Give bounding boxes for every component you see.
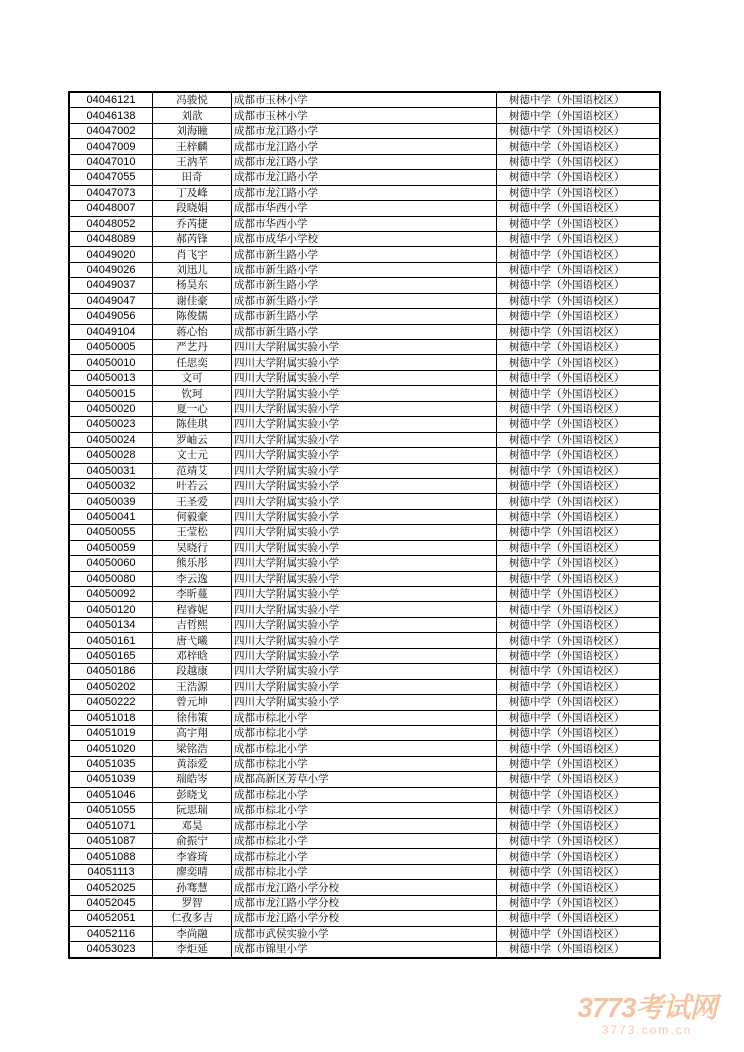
primary-school-cell: 四川大学附属实验小学 — [232, 432, 497, 447]
admitted-school-cell: 树德中学（外国语校区） — [497, 293, 661, 308]
primary-school-cell: 四川大学附属实验小学 — [232, 602, 497, 617]
primary-school-cell: 四川大学附属实验小学 — [232, 463, 497, 478]
table-row — [69, 818, 660, 833]
admitted-school-cell: 树德中学（外国语校区） — [497, 617, 661, 632]
student-id-cell: 04050041 — [69, 509, 153, 524]
admitted-school-cell: 树德中学（外国语校区） — [497, 170, 661, 185]
student-name-cell: 彭晓戈 — [153, 787, 232, 802]
admitted-school-cell: 树德中学（外国语校区） — [497, 540, 661, 555]
admitted-school-cell: 树德中学（外国语校区） — [497, 571, 661, 586]
student-id-cell: 04049056 — [69, 309, 153, 324]
admitted-school-cell: 树德中学（外国语校区） — [497, 895, 661, 910]
student-id-cell: 04050222 — [69, 695, 153, 710]
student-name-cell: 王梓麟 — [153, 139, 232, 154]
primary-school-cell: 成都市龙江路小学 — [232, 185, 497, 200]
table-row — [69, 571, 660, 586]
admitted-school-cell: 树德中学（外国语校区） — [497, 556, 661, 571]
student-id-cell: 04046138 — [69, 108, 153, 123]
student-id-cell: 04051088 — [69, 849, 153, 864]
site-watermark-logo — [572, 993, 722, 1037]
primary-school-cell: 四川大学附属实验小学 — [232, 540, 497, 555]
student-name-cell: 任思奕 — [153, 355, 232, 370]
primary-school-cell: 成都市棕北小学 — [232, 725, 497, 740]
admitted-school-cell: 树德中学（外国语校区） — [497, 803, 661, 818]
admitted-school-cell: 树德中学（外国语校区） — [497, 278, 661, 293]
table-row — [69, 494, 660, 509]
student-name-cell: 冯骏悦 — [153, 92, 232, 108]
student-id-cell: 04050092 — [69, 587, 153, 602]
admission-table-body — [69, 92, 660, 958]
student-name-cell: 李睿琦 — [153, 849, 232, 864]
student-id-cell: 04049037 — [69, 278, 153, 293]
student-id-cell: 04050010 — [69, 355, 153, 370]
student-name-cell: 段晓娟 — [153, 201, 232, 216]
table-row — [69, 309, 660, 324]
table-row — [69, 803, 660, 818]
student-id-cell: 04049020 — [69, 247, 153, 262]
student-name-cell: 黄添爱 — [153, 756, 232, 771]
student-name-cell: 俞振宁 — [153, 834, 232, 849]
student-id-cell: 04048089 — [69, 231, 153, 246]
admitted-school-cell: 树德中学（外国语校区） — [497, 386, 661, 401]
admitted-school-cell: 树德中学（外国语校区） — [497, 926, 661, 941]
admitted-school-cell: 树德中学（外国语校区） — [497, 648, 661, 663]
primary-school-cell: 成都市新生路小学 — [232, 278, 497, 293]
student-name-cell: 丁及峰 — [153, 185, 232, 200]
admitted-school-cell: 树德中学（外国语校区） — [497, 756, 661, 771]
primary-school-cell: 成都市新生路小学 — [232, 324, 497, 339]
student-id-cell: 04051018 — [69, 710, 153, 725]
admitted-school-cell: 树德中学（外国语校区） — [497, 587, 661, 602]
admitted-school-cell: 树德中学（外国语校区） — [497, 525, 661, 540]
admitted-school-cell: 树德中学（外国语校区） — [497, 216, 661, 231]
student-id-cell: 04049104 — [69, 324, 153, 339]
admitted-school-cell: 树德中学（外国语校区） — [497, 834, 661, 849]
student-id-cell: 04051019 — [69, 725, 153, 740]
primary-school-cell: 四川大学附属实验小学 — [232, 370, 497, 385]
student-id-cell: 04047073 — [69, 185, 153, 200]
admitted-school-cell: 树德中学（外国语校区） — [497, 231, 661, 246]
student-name-cell: 叶若云 — [153, 478, 232, 493]
student-name-cell: 范靖艾 — [153, 463, 232, 478]
admitted-school-cell: 树德中学（外国语校区） — [497, 340, 661, 355]
admitted-school-cell: 树德中学（外国语校区） — [497, 417, 661, 432]
table-row — [69, 911, 660, 926]
table-row — [69, 556, 660, 571]
watermark-sub-text: 3773.com.cn — [601, 1023, 693, 1037]
table-row — [69, 123, 660, 138]
student-id-cell: 04050161 — [69, 633, 153, 648]
student-name-cell: 陈佳琪 — [153, 417, 232, 432]
admitted-school-cell: 树德中学（外国语校区） — [497, 247, 661, 262]
table-row — [69, 509, 660, 524]
table-row — [69, 216, 660, 231]
admitted-school-cell: 树德中学（外国语校区） — [497, 509, 661, 524]
student-name-cell: 肖飞宇 — [153, 247, 232, 262]
student-name-cell: 罗岫云 — [153, 432, 232, 447]
student-id-cell: 04050059 — [69, 540, 153, 555]
primary-school-cell: 成都市锦里小学 — [232, 942, 497, 958]
student-name-cell: 廖奕晴 — [153, 864, 232, 879]
student-name-cell: 李尚融 — [153, 926, 232, 941]
student-name-cell: 程睿妮 — [153, 602, 232, 617]
admitted-school-cell: 树德中学（外国语校区） — [497, 725, 661, 740]
student-name-cell: 吴晓行 — [153, 540, 232, 555]
table-row — [69, 880, 660, 895]
table-row — [69, 478, 660, 493]
table-row — [69, 355, 660, 370]
student-id-cell: 04047055 — [69, 170, 153, 185]
table-row — [69, 154, 660, 169]
primary-school-cell: 四川大学附属实验小学 — [232, 478, 497, 493]
student-name-cell: 蒋心怡 — [153, 324, 232, 339]
student-name-cell: 刘歆 — [153, 108, 232, 123]
primary-school-cell: 四川大学附属实验小学 — [232, 340, 497, 355]
table-row — [69, 340, 660, 355]
table-row — [69, 540, 660, 555]
student-id-cell: 04051113 — [69, 864, 153, 879]
table-row — [69, 92, 660, 108]
primary-school-cell: 四川大学附属实验小学 — [232, 633, 497, 648]
student-id-cell: 04050055 — [69, 525, 153, 540]
student-id-cell: 04048007 — [69, 201, 153, 216]
primary-school-cell: 成都市棕北小学 — [232, 803, 497, 818]
primary-school-cell: 成都市龙江路小学分校 — [232, 911, 497, 926]
student-name-cell: 孙骞慧 — [153, 880, 232, 895]
table-row — [69, 525, 660, 540]
primary-school-cell: 成都市玉林小学 — [232, 92, 497, 108]
table-row — [69, 401, 660, 416]
admitted-school-cell: 树德中学（外国语校区） — [497, 154, 661, 169]
admitted-school-cell: 树德中学（外国语校区） — [497, 787, 661, 802]
student-name-cell: 郝芮锋 — [153, 231, 232, 246]
table-row — [69, 370, 660, 385]
student-name-cell: 文士元 — [153, 448, 232, 463]
table-row — [69, 602, 660, 617]
student-name-cell: 吉哲熙 — [153, 617, 232, 632]
table-row — [69, 108, 660, 123]
admitted-school-cell: 树德中学（外国语校区） — [497, 324, 661, 339]
primary-school-cell: 成都市华西小学 — [232, 216, 497, 231]
table-row — [69, 679, 660, 694]
student-id-cell: 04051087 — [69, 834, 153, 849]
student-id-cell: 04047002 — [69, 123, 153, 138]
primary-school-cell: 成都市新生路小学 — [232, 262, 497, 277]
admitted-school-cell: 树德中学（外国语校区） — [497, 463, 661, 478]
primary-school-cell: 成都市龙江路小学分校 — [232, 880, 497, 895]
primary-school-cell: 成都市龙江路小学 — [232, 123, 497, 138]
admitted-school-cell: 树德中学（外国语校区） — [497, 139, 661, 154]
admitted-school-cell: 树德中学（外国语校区） — [497, 772, 661, 787]
student-name-cell: 文可 — [153, 370, 232, 385]
table-row — [69, 448, 660, 463]
student-id-cell: 04053023 — [69, 942, 153, 958]
student-name-cell: 高宇翔 — [153, 725, 232, 740]
student-id-cell: 04051020 — [69, 741, 153, 756]
student-name-cell: 徐伟策 — [153, 710, 232, 725]
student-id-cell: 04050023 — [69, 417, 153, 432]
table-row — [69, 247, 660, 262]
table-row — [69, 324, 660, 339]
table-row — [69, 710, 660, 725]
primary-school-cell: 四川大学附属实验小学 — [232, 355, 497, 370]
table-row — [69, 648, 660, 663]
admitted-school-cell: 树德中学（外国语校区） — [497, 942, 661, 958]
primary-school-cell: 四川大学附属实验小学 — [232, 386, 497, 401]
student-id-cell: 04050020 — [69, 401, 153, 416]
admitted-school-cell: 树德中学（外国语校区） — [497, 478, 661, 493]
student-id-cell: 04047009 — [69, 139, 153, 154]
table-row — [69, 741, 660, 756]
admitted-school-cell: 树德中学（外国语校区） — [497, 370, 661, 385]
student-name-cell: 谢佳豪 — [153, 293, 232, 308]
student-id-cell: 04050028 — [69, 448, 153, 463]
table-row — [69, 262, 660, 277]
table-row — [69, 926, 660, 941]
admitted-school-cell: 树德中学（外国语校区） — [497, 494, 661, 509]
student-id-cell: 04050039 — [69, 494, 153, 509]
table-row — [69, 725, 660, 740]
table-row — [69, 417, 660, 432]
student-id-cell: 04050032 — [69, 478, 153, 493]
table-row — [69, 386, 660, 401]
student-name-cell: 王圣爱 — [153, 494, 232, 509]
primary-school-cell: 成都市新生路小学 — [232, 293, 497, 308]
student-id-cell: 04052051 — [69, 911, 153, 926]
primary-school-cell: 成都市龙江路小学 — [232, 139, 497, 154]
primary-school-cell: 四川大学附属实验小学 — [232, 494, 497, 509]
admitted-school-cell: 树德中学（外国语校区） — [497, 633, 661, 648]
primary-school-cell: 成都市龙江路小学分校 — [232, 895, 497, 910]
primary-school-cell: 四川大学附属实验小学 — [232, 617, 497, 632]
student-name-cell: 梁铭浩 — [153, 741, 232, 756]
student-name-cell: 曾元坤 — [153, 695, 232, 710]
table-row — [69, 587, 660, 602]
student-id-cell: 04050005 — [69, 340, 153, 355]
primary-school-cell: 四川大学附属实验小学 — [232, 401, 497, 416]
student-id-cell: 04050031 — [69, 463, 153, 478]
table-row — [69, 231, 660, 246]
admitted-school-cell: 树德中学（外国语校区） — [497, 695, 661, 710]
admitted-school-cell: 树德中学（外国语校区） — [497, 309, 661, 324]
primary-school-cell: 四川大学附属实验小学 — [232, 448, 497, 463]
table-row — [69, 942, 660, 958]
student-name-cell: 乔芮捷 — [153, 216, 232, 231]
primary-school-cell: 成都市龙江路小学 — [232, 154, 497, 169]
student-name-cell: 陈俊儒 — [153, 309, 232, 324]
student-id-cell: 04050186 — [69, 664, 153, 679]
primary-school-cell: 成都市棕北小学 — [232, 834, 497, 849]
student-id-cell: 04050134 — [69, 617, 153, 632]
admitted-school-cell: 树德中学（外国语校区） — [497, 664, 661, 679]
primary-school-cell: 四川大学附属实验小学 — [232, 509, 497, 524]
admitted-school-cell: 树德中学（外国语校区） — [497, 864, 661, 879]
table-row — [69, 895, 660, 910]
admitted-school-cell: 树德中学（外国语校区） — [497, 401, 661, 416]
student-id-cell: 04052116 — [69, 926, 153, 941]
admitted-school-cell: 树德中学（外国语校区） — [497, 911, 661, 926]
table-row — [69, 772, 660, 787]
student-id-cell: 04047010 — [69, 154, 153, 169]
table-row — [69, 787, 660, 802]
primary-school-cell: 成都市棕北小学 — [232, 756, 497, 771]
admitted-school-cell: 树德中学（外国语校区） — [497, 710, 661, 725]
student-name-cell: 段越康 — [153, 664, 232, 679]
student-name-cell: 李炬延 — [153, 942, 232, 958]
student-name-cell: 李昕蔓 — [153, 587, 232, 602]
student-name-cell: 夏一心 — [153, 401, 232, 416]
table-row — [69, 864, 660, 879]
admitted-school-cell: 树德中学（外国语校区） — [497, 123, 661, 138]
student-id-cell: 04050120 — [69, 602, 153, 617]
admitted-school-cell: 树德中学（外国语校区） — [497, 262, 661, 277]
student-name-cell: 熊乐彤 — [153, 556, 232, 571]
primary-school-cell: 成都市龙江路小学 — [232, 170, 497, 185]
primary-school-cell: 四川大学附属实验小学 — [232, 417, 497, 432]
student-name-cell: 田奇 — [153, 170, 232, 185]
admitted-school-cell: 树德中学（外国语校区） — [497, 92, 661, 108]
student-name-cell: 刘迅儿 — [153, 262, 232, 277]
student-id-cell: 04050165 — [69, 648, 153, 663]
table-row — [69, 664, 660, 679]
primary-school-cell: 成都市新生路小学 — [232, 247, 497, 262]
student-name-cell: 瑞皓岑 — [153, 772, 232, 787]
student-id-cell: 04046121 — [69, 92, 153, 108]
primary-school-cell: 四川大学附属实验小学 — [232, 587, 497, 602]
primary-school-cell: 成都市华西小学 — [232, 201, 497, 216]
primary-school-cell: 四川大学附属实验小学 — [232, 556, 497, 571]
table-row — [69, 617, 660, 632]
table-row — [69, 278, 660, 293]
admitted-school-cell: 树德中学（外国语校区） — [497, 679, 661, 694]
table-row — [69, 201, 660, 216]
student-name-cell: 阮思瑞 — [153, 803, 232, 818]
student-name-cell: 唐弋曦 — [153, 633, 232, 648]
student-id-cell: 04050024 — [69, 432, 153, 447]
student-id-cell: 04050015 — [69, 386, 153, 401]
primary-school-cell: 成都市成华小学校 — [232, 231, 497, 246]
table-row — [69, 293, 660, 308]
table-row — [69, 695, 660, 710]
student-name-cell: 何毅豪 — [153, 509, 232, 524]
primary-school-cell: 成都市棕北小学 — [232, 787, 497, 802]
student-id-cell: 04051039 — [69, 772, 153, 787]
student-name-cell: 李云逸 — [153, 571, 232, 586]
student-id-cell: 04050013 — [69, 370, 153, 385]
student-name-cell: 刘海瞳 — [153, 123, 232, 138]
admitted-school-cell: 树德中学（外国语校区） — [497, 849, 661, 864]
admitted-school-cell: 树德中学（外国语校区） — [497, 432, 661, 447]
primary-school-cell: 四川大学附属实验小学 — [232, 525, 497, 540]
student-id-cell: 04052045 — [69, 895, 153, 910]
student-id-cell: 04051071 — [69, 818, 153, 833]
admitted-school-cell: 树德中学（外国语校区） — [497, 185, 661, 200]
student-name-cell: 邓梓晗 — [153, 648, 232, 663]
student-id-cell: 04052025 — [69, 880, 153, 895]
admission-table — [68, 91, 661, 959]
student-name-cell: 罗智 — [153, 895, 232, 910]
primary-school-cell: 成都市棕北小学 — [232, 849, 497, 864]
primary-school-cell: 成都市玉林小学 — [232, 108, 497, 123]
admitted-school-cell: 树德中学（外国语校区） — [497, 741, 661, 756]
table-row — [69, 170, 660, 185]
student-name-cell: 杨昊东 — [153, 278, 232, 293]
admitted-school-cell: 树德中学（外国语校区） — [497, 355, 661, 370]
admitted-school-cell: 树德中学（外国语校区） — [497, 108, 661, 123]
student-name-cell: 仁孜多吉 — [153, 911, 232, 926]
student-id-cell: 04049026 — [69, 262, 153, 277]
student-name-cell: 邓昊 — [153, 818, 232, 833]
admitted-school-cell: 树德中学（外国语校区） — [497, 818, 661, 833]
primary-school-cell: 四川大学附属实验小学 — [232, 695, 497, 710]
table-row — [69, 849, 660, 864]
primary-school-cell: 四川大学附属实验小学 — [232, 679, 497, 694]
admitted-school-cell: 树德中学（外国语校区） — [497, 602, 661, 617]
student-id-cell: 04050060 — [69, 556, 153, 571]
student-name-cell: 王汭芊 — [153, 154, 232, 169]
student-id-cell: 04048052 — [69, 216, 153, 231]
table-row — [69, 463, 660, 478]
primary-school-cell: 成都市棕北小学 — [232, 864, 497, 879]
student-name-cell: 王浩源 — [153, 679, 232, 694]
student-id-cell: 04051055 — [69, 803, 153, 818]
table-row — [69, 834, 660, 849]
student-name-cell: 钦珂 — [153, 386, 232, 401]
table-row — [69, 185, 660, 200]
student-name-cell: 严艺丹 — [153, 340, 232, 355]
primary-school-cell: 成都市武侯实验小学 — [232, 926, 497, 941]
student-id-cell: 04050202 — [69, 679, 153, 694]
admitted-school-cell: 树德中学（外国语校区） — [497, 880, 661, 895]
table-row — [69, 633, 660, 648]
primary-school-cell: 成都市棕北小学 — [232, 741, 497, 756]
primary-school-cell: 成都市新生路小学 — [232, 309, 497, 324]
table-row — [69, 756, 660, 771]
admitted-school-cell: 树德中学（外国语校区） — [497, 201, 661, 216]
watermark-main-text: 3773考试网 — [577, 992, 717, 1023]
primary-school-cell: 四川大学附属实验小学 — [232, 648, 497, 663]
table-row — [69, 139, 660, 154]
primary-school-cell: 成都市棕北小学 — [232, 710, 497, 725]
student-id-cell: 04051035 — [69, 756, 153, 771]
student-id-cell: 04049047 — [69, 293, 153, 308]
primary-school-cell: 成都市棕北小学 — [232, 818, 497, 833]
student-id-cell: 04050080 — [69, 571, 153, 586]
table-row — [69, 432, 660, 447]
student-name-cell: 王莹松 — [153, 525, 232, 540]
primary-school-cell: 四川大学附属实验小学 — [232, 571, 497, 586]
primary-school-cell: 四川大学附属实验小学 — [232, 664, 497, 679]
primary-school-cell: 成都高新区芳草小学 — [232, 772, 497, 787]
admitted-school-cell: 树德中学（外国语校区） — [497, 448, 661, 463]
student-id-cell: 04051046 — [69, 787, 153, 802]
